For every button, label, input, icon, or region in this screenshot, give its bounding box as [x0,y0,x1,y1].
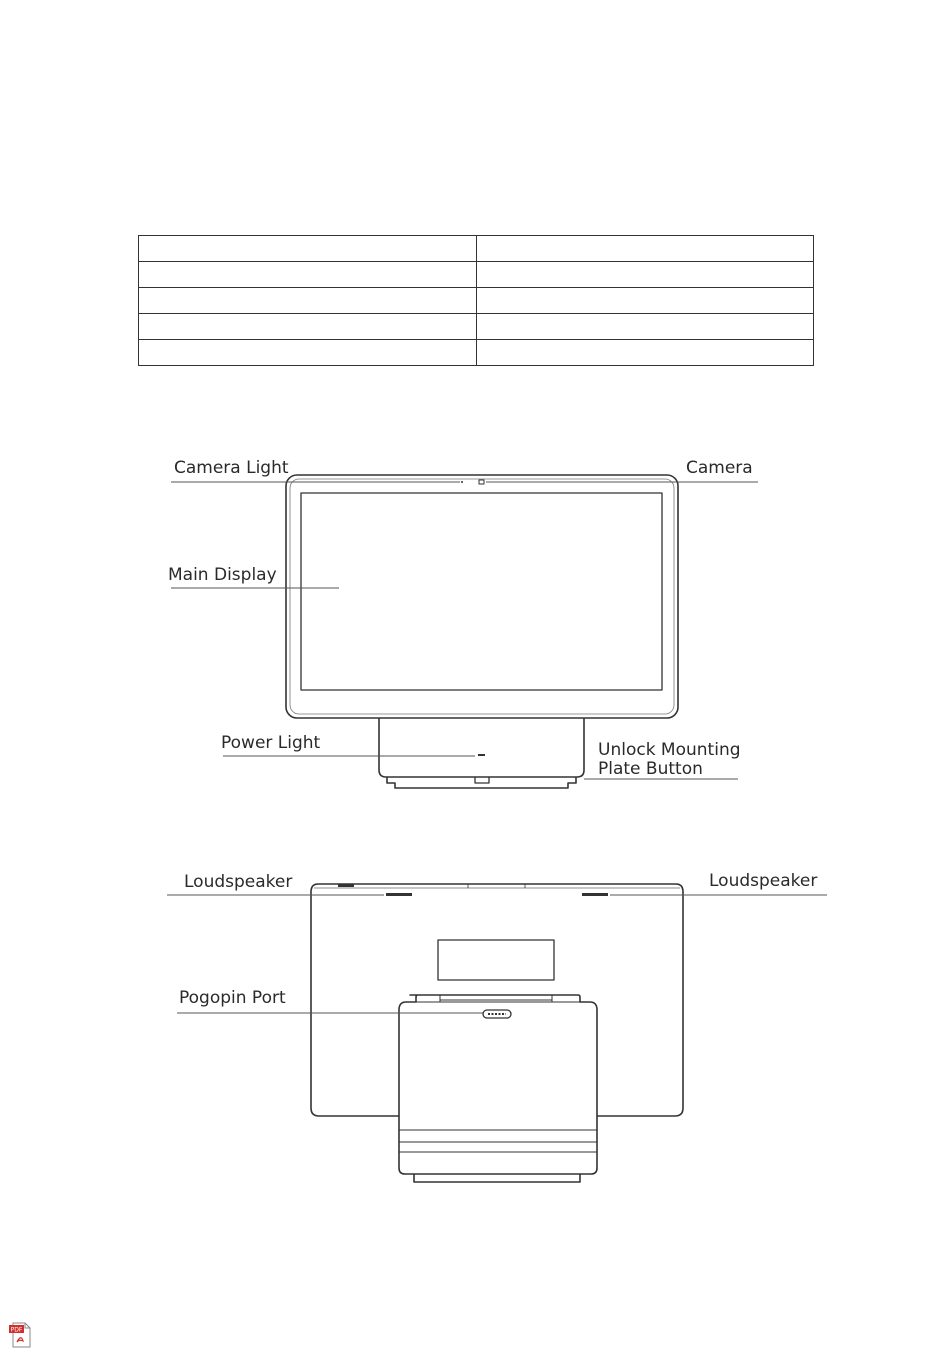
power-light-label: Power Light [221,733,321,753]
camera-lens [479,480,484,484]
loudspeaker-right-label: Loudspeaker [709,871,818,891]
pdf-file-icon [8,1322,34,1348]
power-light-indicator [478,754,485,756]
unlock-button [475,777,489,783]
back-label-plate [438,940,554,980]
svg-text:PDF: PDF [10,1326,23,1334]
back-stand [399,995,597,1174]
loudspeaker-left-label: Loudspeaker [184,872,293,892]
unlock-button-label-line1: Unlock Mounting [598,740,741,760]
back-stand-foot [414,1174,580,1182]
loudspeaker-right-grille [582,893,608,896]
camera-label: Camera [686,458,753,478]
loudspeaker-left-grille [386,893,412,896]
back-view [311,884,683,1182]
front-bezel [286,475,678,718]
pogopin-port-label: Pogopin Port [179,988,286,1008]
main-display-screen [301,493,662,690]
unlock-button-label-line2: Plate Button [598,759,703,779]
front-stand [379,718,584,777]
camera-light-label: Camera Light [174,458,289,478]
main-display-label: Main Display [168,565,277,585]
camera-light-dot [461,481,463,483]
